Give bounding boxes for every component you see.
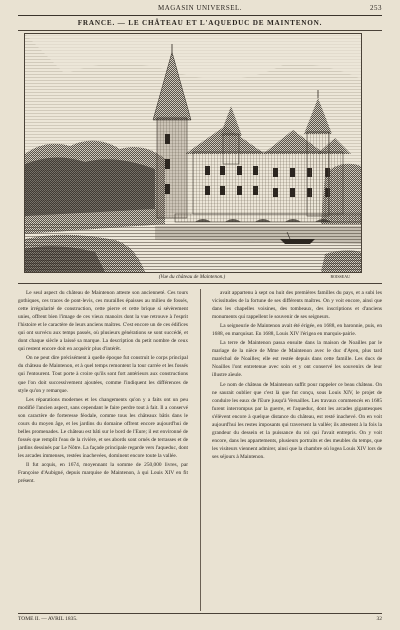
paragraph: avait appartenu à sept ou huit des premières familles du pays, et a subi les vicissitudes de la fortune de ses différents maîtres. On y voit encore, ainsi que dans les chapelles voisines, des tombeaux, des inscriptions et d'anciens monuments qui rappellent le souvenir de ses seigneurs. (212, 290, 382, 321)
caption-rule (18, 283, 382, 284)
paragraph: Le seul aspect du château de Maintenon atteste son ancienneté. Ces tours gothiques, ces traces de pont-levis, ces murailles épaisses au milieu de fossés, cette irrégularité de construction, cette pierre et cette brique si sévèrement unies, offrent bien l'image de ces vieux manoirs dont la vue retrouve à l'esprit l'histoire et le caractère de leurs anciens maîtres. C'est encore un de ces édifices qui ont survécu aux temps passés, où plusieurs générations se sont succédé, et dont chaque siècle a laissé sa marque. La description du petit nombre de ceux qui restent encore doit en acquérir plus d'intérêt. (18, 290, 188, 353)
paragraph: Le nom de château de Maintenon suffit pour rappeler ce beau château. On ne saurait oublier que c'est là que fut conçu, sous Louis XIV, le projet de conduire les eaux de l'Eure jusqu'à Versailles. Les travaux commencés en 1685 furent interrompus par la guerre, et l'aqueduc, dont les arcades gigantesques s'élèvent encore à quelque distance du château, est resté inachevé. On en voit aujourd'hui les restes imposants qui traversent la vallée; ils attestent à la fois la grandeur du dessein et la puissance du roi qui l'avait entrepris. On y voit encore, dans les appartements, plusieurs portraits et des meubles du temps, que les visiteurs viennent admirer, ainsi que la chambre où logea Louis XIV lors de ses séjours à Maintenon. (212, 381, 382, 460)
engraver-credit: BOISSEAU (330, 274, 350, 279)
footer-rule (18, 613, 382, 614)
paragraph: Il fut acquis, en 1674, moyennant la somme de 250,000 livres, par Françoise d'Aubigné, depuis marquise de Maintenon, à qui Louis XIV en fit présent. (18, 461, 188, 485)
illustration-caption (24, 274, 360, 280)
page-footer (18, 616, 382, 626)
header-rule (18, 15, 382, 16)
paragraph: On ne peut dire précisément à quelle époque fut construit le corps principal du château de Maintenon, et à quel temps remontent la tour carrée et les fossés qui l'entourent. Tout porte à croire qu'ils sont fort antérieurs aux constructions que l'on doit successivement ajoutées, comme l'indiquent les différences de style qu'on y remarque. (18, 355, 188, 394)
article-headline: FRANCE. — LE CHÂTEAU ET L'AQUEDUC DE MAINTENON. (77, 19, 323, 27)
engraving-artwork (25, 34, 361, 272)
column-divider (200, 289, 201, 611)
volume-date: TOME II. — AVRIL 1835. (18, 616, 78, 622)
caption-text: (Vue du château de Maintenon.) (158, 274, 226, 280)
chateau-engraving (24, 33, 362, 273)
headline-rule (18, 30, 382, 31)
sheet-number: 32 (376, 616, 382, 622)
paragraph: Les réparations modernes et les changements qu'on y a faits ont un peu modifié l'ancien aspect, sans cependant le faire perdre tout à fait. Il a conservé son caractère de forteresse féodale, comme tous les châteaux bâtis dans le cours du moyen âge, et les jardins du domaine offrent encore aujourd'hui de belles promenades. Le château est bâti sur le bord de l'Eure; il est environné de fossés que remplit l'eau de la rivière, et ses abords sont ornés de terrasses et de jardins dessinés par Le Nôtre. La façade principale regarde vers l'aqueduc, dont les arcades immenses, restées inachevées, dominent encore toute la vallée. (18, 396, 188, 459)
page-number: 253 (370, 4, 382, 12)
text-column-right (212, 289, 382, 611)
running-title: MAGASIN UNIVERSEL. (157, 4, 243, 12)
paragraph: La terre de Maintenon passa ensuite dans la maison de Noailles par le mariage de la nièce de Mme de Maintenon avec le duc d'Ayen, plus tard maréchal de Noailles; elle est restée depuis dans cette famille. Les ducs de Noailles l'ont entretenue avec soin et y ont conservé les souvenirs de leur illustre aïeule. (212, 340, 382, 379)
text-column-left (18, 289, 188, 611)
paragraph: La seigneurie de Maintenon avait été érigée, en 1688, en baronnie, puis, en 1688, en marquisat. En 1688, Louis XIV l'érigea en marquis-pairie. (212, 323, 382, 338)
